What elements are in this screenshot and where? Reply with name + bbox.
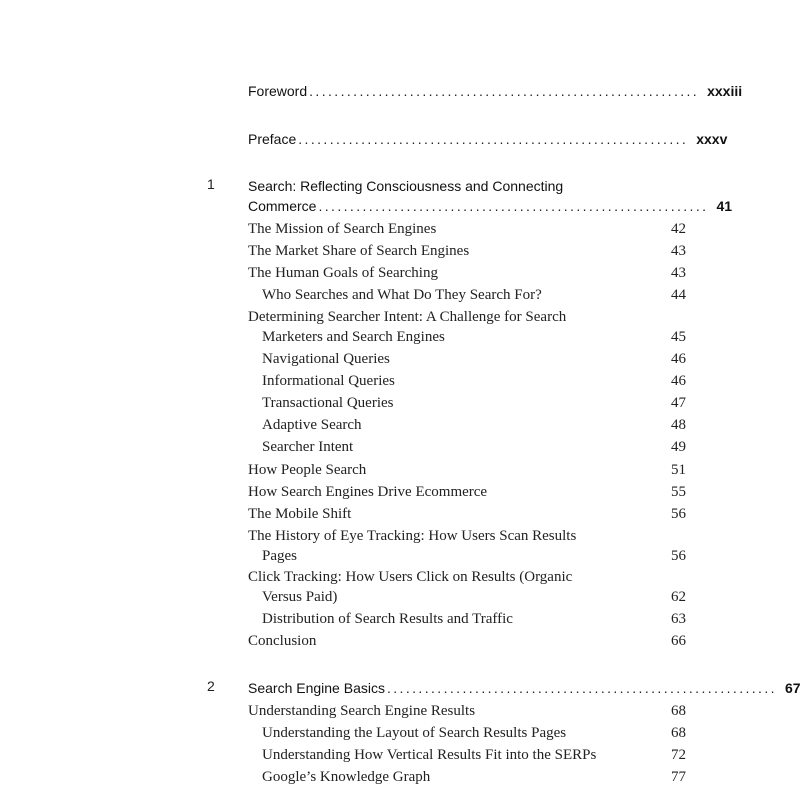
- toc-entry[interactable]: [248, 526, 686, 566]
- entry-title: Click Tracking: How Users Click on Results (Organic: [248, 569, 573, 585]
- entry-title: Transactional Queries: [262, 395, 394, 411]
- entry-title: Understanding Search Engine Results: [248, 703, 476, 719]
- entry-title: Understanding How Vertical Results Fit into the SERPs: [262, 747, 597, 763]
- toc-entry[interactable]: [248, 745, 686, 765]
- entry-title: Searcher Intent: [262, 439, 354, 455]
- entry-page: 47: [671, 395, 686, 411]
- leader-dots: ..............................................................: [386, 680, 777, 696]
- entry-page: 66: [671, 633, 686, 649]
- toc-entry[interactable]: [248, 241, 686, 261]
- entry-title: Understanding the Layout of Search Results Pages: [262, 725, 567, 741]
- leader-dots: ..............................................................: [309, 83, 700, 99]
- entry-page: 56: [671, 548, 686, 564]
- entry-page: 41: [716, 198, 733, 214]
- entry-title: Preface: [248, 131, 297, 147]
- toc-entry[interactable]: [248, 263, 686, 283]
- entry-page: 46: [671, 351, 686, 367]
- entry-page: 43: [671, 243, 686, 259]
- entry-title: How Search Engines Drive Ecommerce: [248, 484, 488, 500]
- toc-entry[interactable]: [248, 723, 686, 743]
- toc-entry[interactable]: [248, 767, 686, 787]
- entry-title: Navigational Queries: [262, 351, 390, 367]
- entry-page: 49: [671, 439, 686, 455]
- toc-entry[interactable]: [248, 415, 686, 435]
- entry-title: The Mobile Shift: [248, 506, 352, 522]
- entry-page: 45: [671, 329, 686, 345]
- entry-title: The History of Eye Tracking: How Users Scan Results: [248, 528, 577, 544]
- toc-entry[interactable]: [248, 567, 686, 607]
- entry-title-cont: Pages: [262, 548, 297, 564]
- toc-entry[interactable]: [248, 371, 686, 391]
- entry-title: The Human Goals of Searching: [248, 265, 438, 281]
- entry-page: 67: [784, 680, 801, 696]
- chapter-title: Search Engine Basics: [248, 680, 385, 696]
- chapter-number: 1: [207, 176, 215, 192]
- entry-title: Foreword: [248, 83, 308, 99]
- entry-page: xxxv: [696, 131, 728, 147]
- toc-chapter-2[interactable]: [248, 678, 801, 698]
- toc-entry[interactable]: [248, 393, 686, 413]
- entry-page: 42: [671, 221, 686, 237]
- toc-entry[interactable]: [248, 307, 686, 347]
- entry-page: 72: [671, 747, 686, 763]
- chapter-title-cont: Commerce: [248, 198, 317, 214]
- entry-title: The Market Share of Search Engines: [248, 243, 470, 259]
- entry-title: Determining Searcher Intent: A Challenge for Search: [248, 309, 567, 325]
- toc-chapter-1[interactable]: [248, 176, 733, 216]
- toc-entry[interactable]: [248, 482, 686, 502]
- entry-page: 51: [671, 462, 686, 478]
- entry-title: Informational Queries: [262, 373, 395, 389]
- entry-page: 44: [671, 287, 686, 303]
- entry-page: 63: [671, 611, 686, 627]
- toc-entry[interactable]: [248, 460, 686, 480]
- entry-title-cont: Versus Paid): [262, 589, 338, 605]
- toc-entry[interactable]: [248, 631, 686, 651]
- entry-title: Who Searches and What Do They Search For?: [262, 287, 542, 303]
- entry-title: Distribution of Search Results and Traffic: [262, 611, 513, 627]
- chapter-number: 2: [207, 678, 215, 694]
- toc-entry[interactable]: [248, 701, 686, 721]
- entry-title: Google’s Knowledge Graph: [262, 769, 431, 785]
- leader-dots: ..............................................................: [318, 198, 709, 214]
- leader-dots: ..............................................................: [298, 131, 689, 147]
- entry-title-cont: Marketers and Search Engines: [262, 329, 445, 345]
- entry-page: 43: [671, 265, 686, 281]
- entry-page: 55: [671, 484, 686, 500]
- entry-page: 68: [671, 725, 686, 741]
- entry-page: 56: [671, 506, 686, 522]
- entry-page: 77: [671, 769, 686, 785]
- toc-entry[interactable]: [248, 437, 686, 457]
- toc-entry[interactable]: [248, 609, 686, 629]
- toc-entry[interactable]: [248, 219, 686, 239]
- entry-title: Conclusion: [248, 633, 317, 649]
- entry-page: 68: [671, 703, 686, 719]
- toc-entry[interactable]: [248, 504, 686, 524]
- entry-page: 62: [671, 589, 686, 605]
- entry-page: xxxiii: [707, 83, 743, 99]
- entry-page: 46: [671, 373, 686, 389]
- toc-entry[interactable]: [248, 285, 686, 305]
- entry-title: The Mission of Search Engines: [248, 221, 437, 237]
- toc-entry[interactable]: [248, 349, 686, 369]
- toc-entry-preface[interactable]: [248, 129, 728, 149]
- entry-title: How People Search: [248, 462, 367, 478]
- toc-entry-foreword[interactable]: [248, 81, 743, 101]
- chapter-title: Search: Reflecting Consciousness and Connecting: [248, 178, 564, 194]
- entry-page: 48: [671, 417, 686, 433]
- entry-title: Adaptive Search: [262, 417, 362, 433]
